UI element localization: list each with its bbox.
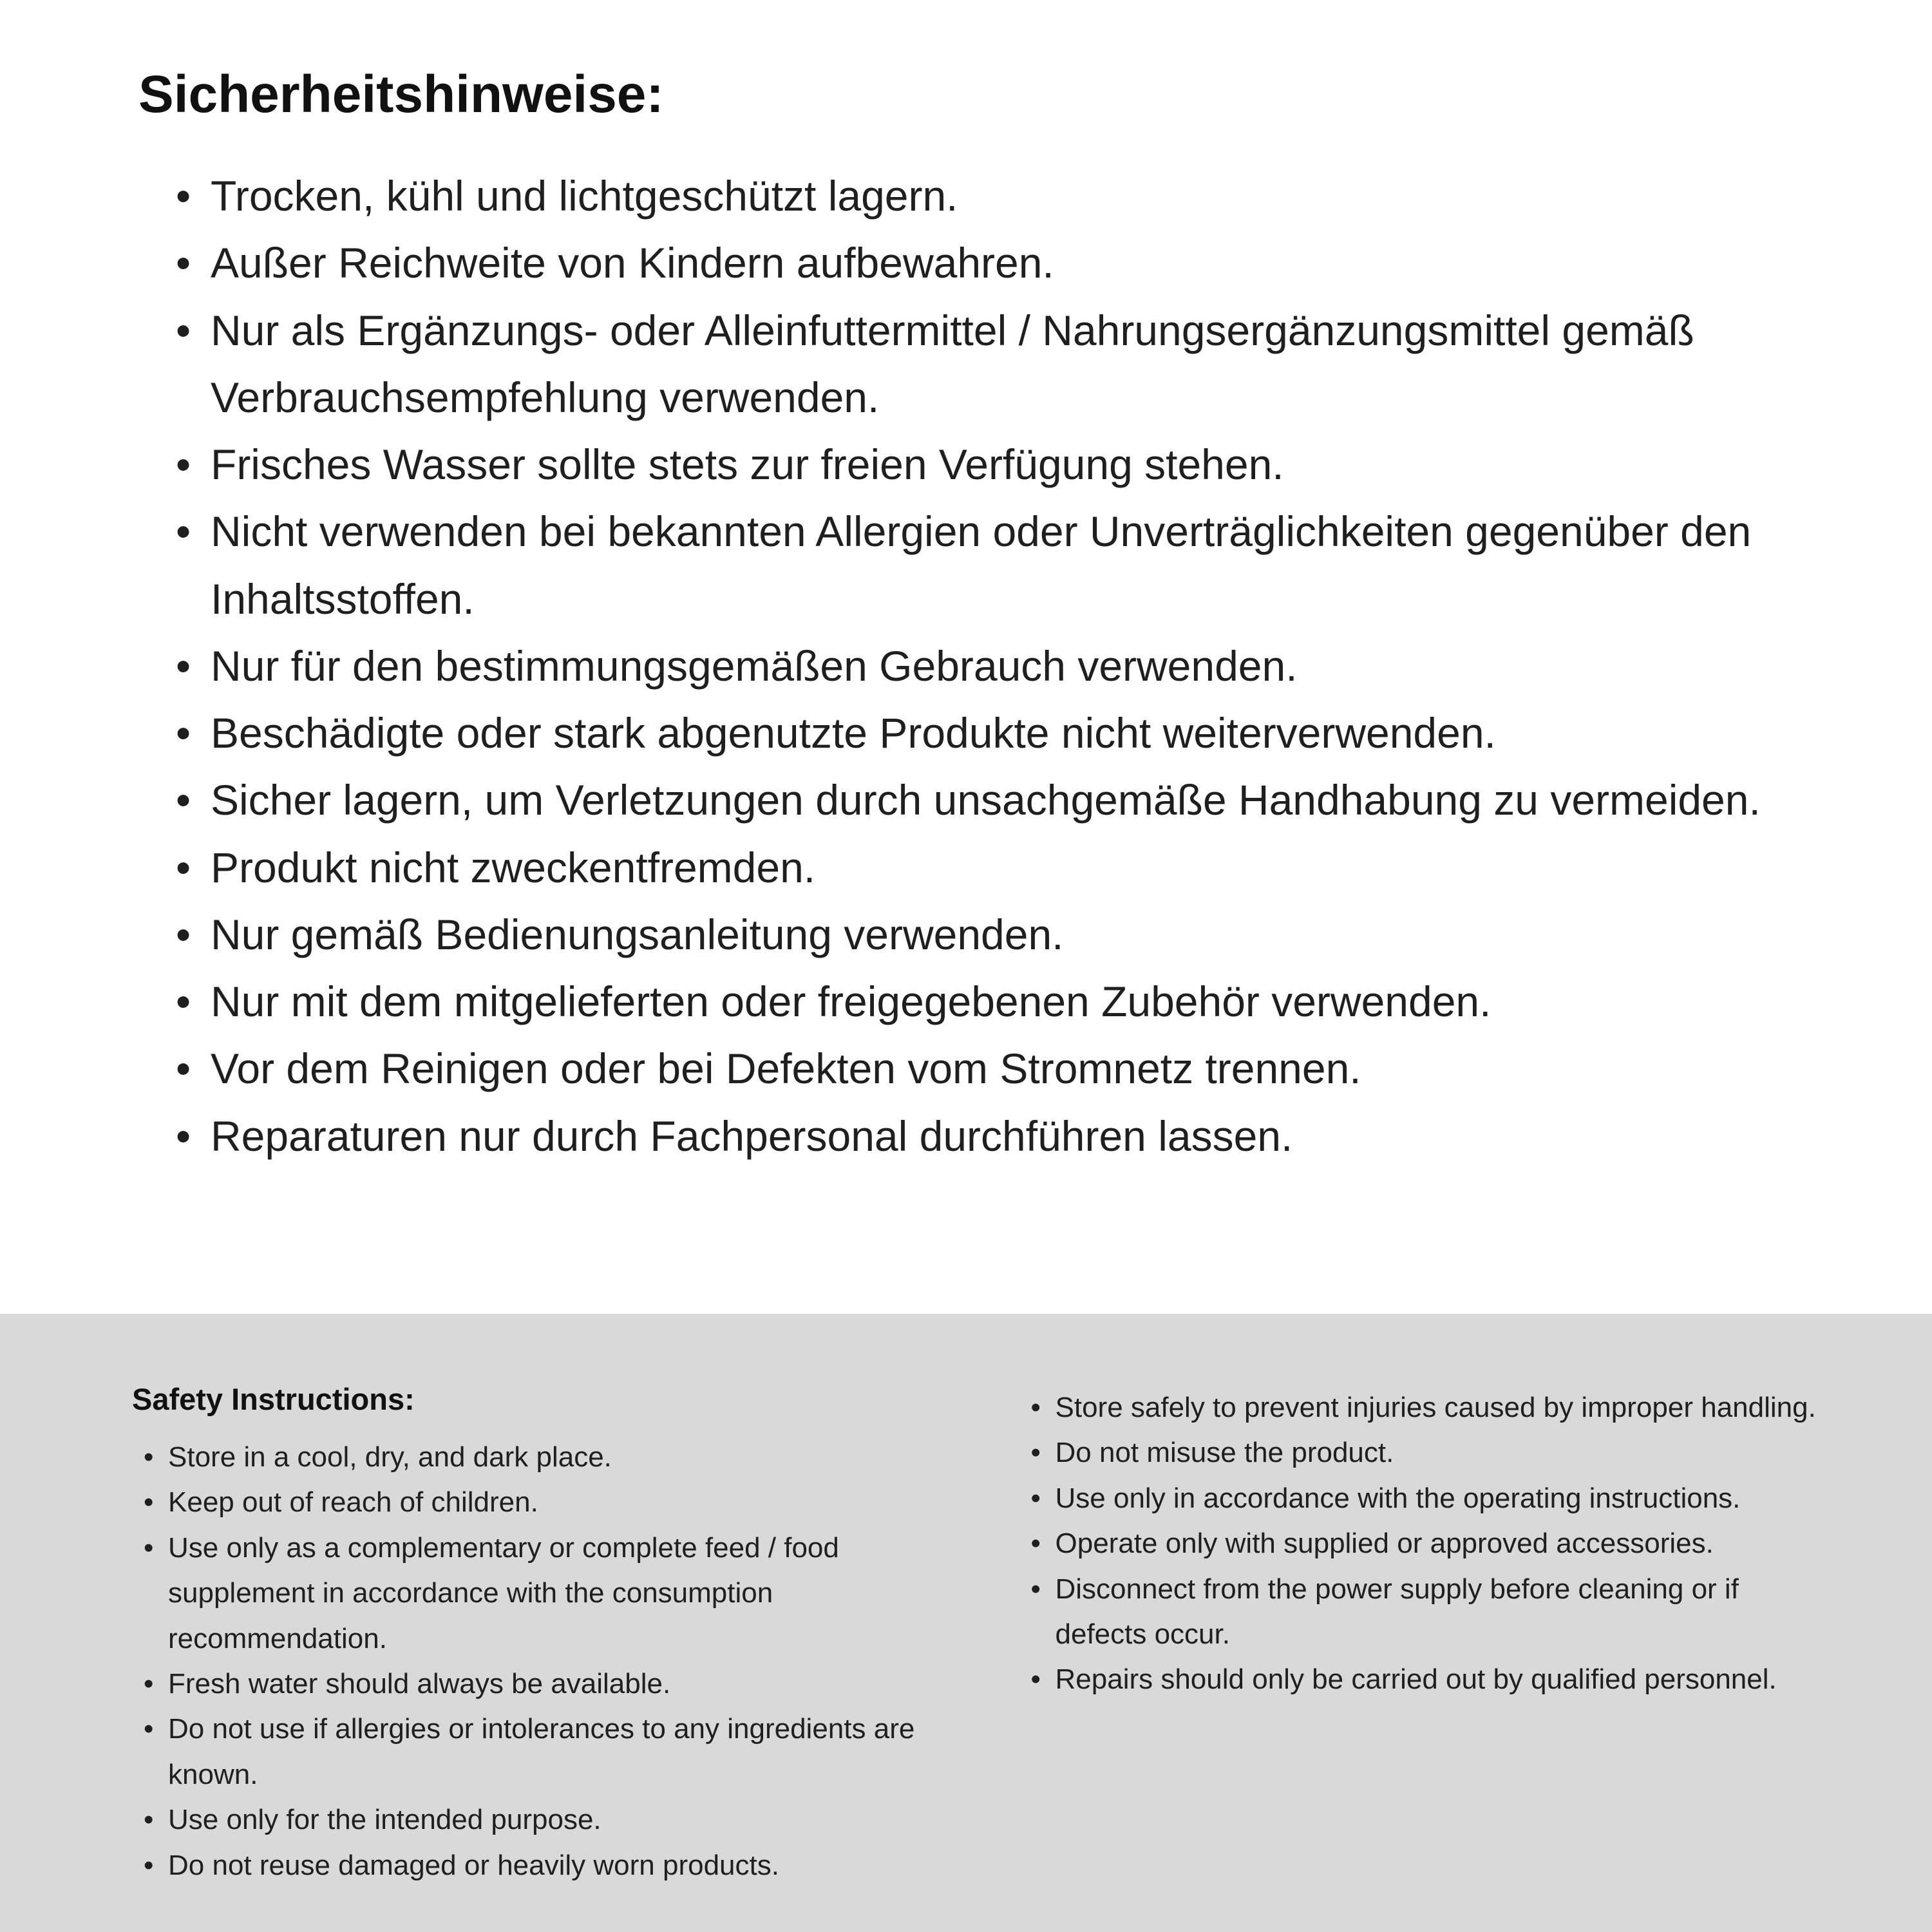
list-item: • Produkt nicht zweckentfremden. — [138, 834, 1803, 901]
list-item: • Do not use if allergies or intolerances to any ingredients are known. — [132, 1707, 936, 1797]
list-item: • Use only as a complementary or complete feed / food supplement in accordance with the consumption recommendation. — [132, 1526, 936, 1662]
list-item: • Nur mit dem mitgelieferten oder freigegebenen Zubehör verwenden. — [138, 968, 1803, 1035]
list-item: • Beschädigte oder stark abgenutzte Produkte nicht weiterverwenden. — [138, 699, 1803, 766]
english-right-column — [1019, 1381, 1823, 1893]
list-item: • Store in a cool, dry, and dark place. — [132, 1435, 936, 1480]
list-item: • Store safely to prevent injuries caused by improper handling. — [1019, 1385, 1823, 1430]
english-safety-heading: Safety Instructions: — [132, 1382, 415, 1416]
list-item: • Sicher lagern, um Verletzungen durch unsachgemäße Handhabung zu vermeiden. — [138, 766, 1803, 833]
list-item: • Keep out of reach of children. — [132, 1480, 936, 1525]
list-item: • Use only for the intended purpose. — [132, 1797, 936, 1842]
list-item: • Operate only with supplied or approved accessories. — [1019, 1521, 1823, 1566]
list-item: • Reparaturen nur durch Fachpersonal durchführen lassen. — [138, 1103, 1803, 1170]
list-item: • Nur als Ergänzungs- oder Alleinfuttermittel / Nahrungsergänzungsmittel gemäß Verbrauchsempfehlung verwenden. — [138, 297, 1803, 431]
german-safety-heading: Sicherheitshinweise: — [138, 65, 664, 124]
english-safety-section — [0, 1314, 1932, 1932]
list-item: • Nur für den bestimmungsgemäßen Gebrauch verwenden. — [138, 632, 1803, 699]
list-item: • Fresh water should always be available. — [132, 1662, 936, 1707]
english-safety-list-left — [132, 1435, 936, 1888]
list-item: • Nicht verwenden bei bekannten Allergien oder Unverträglichkeiten gegenüber den Inhaltsstoffen. — [138, 498, 1803, 632]
english-safety-list-right — [1019, 1385, 1823, 1703]
list-item: • Disconnect from the power supply before cleaning or if defects occur. — [1019, 1567, 1823, 1658]
list-item: • Nur gemäß Bedienungsanleitung verwenden. — [138, 901, 1803, 968]
german-safety-list — [138, 162, 1803, 1170]
list-item: • Frisches Wasser sollte stets zur freien Verfügung stehen. — [138, 431, 1803, 498]
list-item: • Use only in accordance with the operating instructions. — [1019, 1476, 1823, 1521]
list-item: • Do not misuse the product. — [1019, 1430, 1823, 1475]
list-item: • Trocken, kühl und lichtgeschützt lagern. — [138, 162, 1803, 229]
list-item: • Do not reuse damaged or heavily worn products. — [132, 1843, 936, 1888]
list-item: • Außer Reichweite von Kindern aufbewahren. — [138, 229, 1803, 296]
list-item: • Repairs should only be carried out by qualified personnel. — [1019, 1657, 1823, 1702]
list-item: • Vor dem Reinigen oder bei Defekten vom Stromnetz trennen. — [138, 1035, 1803, 1102]
english-left-column — [132, 1381, 936, 1893]
